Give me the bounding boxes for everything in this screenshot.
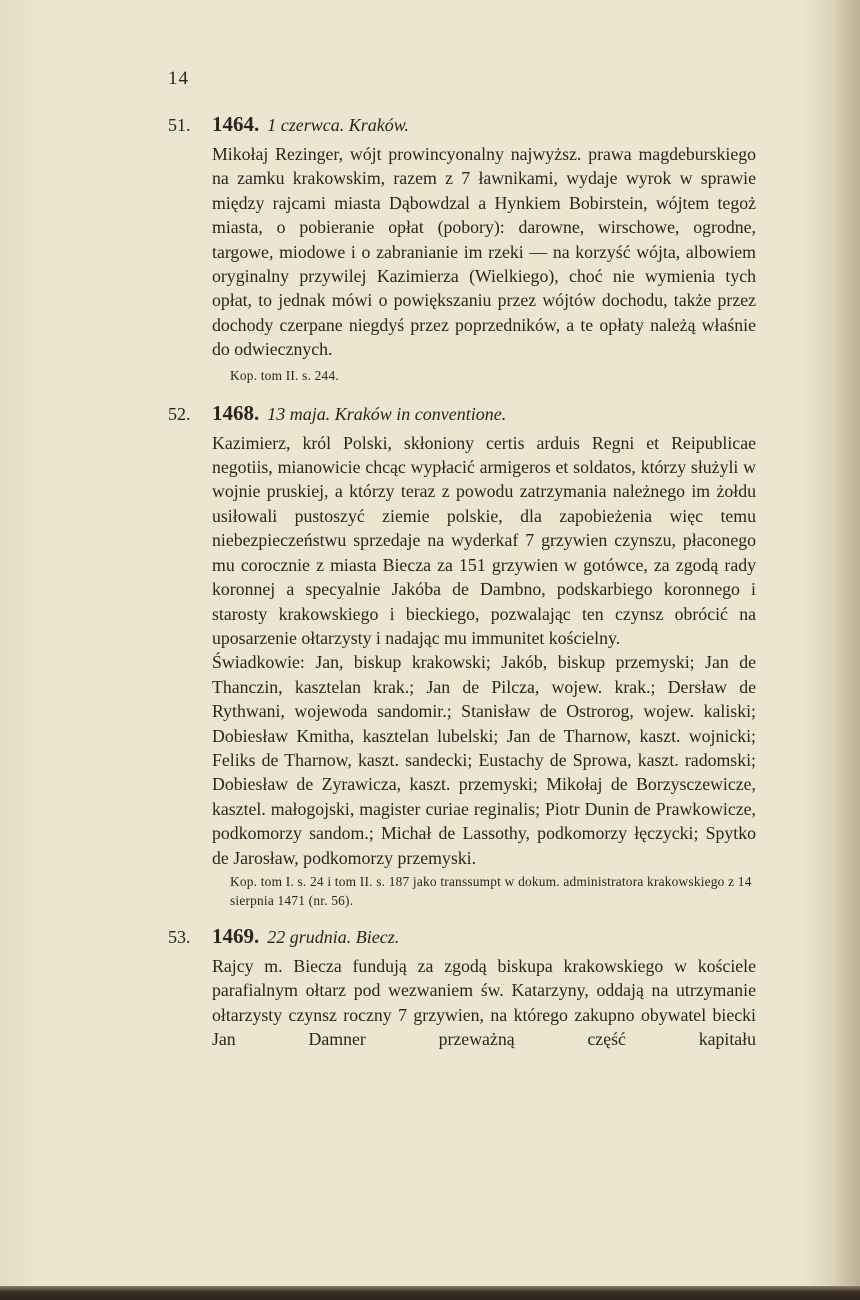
entry-heading xyxy=(168,112,756,142)
entry-date: 13 maja. Kraków in conventione. xyxy=(267,403,507,424)
entry-text: Kazimierz, król Polski, skłoniony certis arduis Regni et Reipublicae negotiis, mianowicie chcąc wypłacić armigeros et soldatos, którzy służyli w wojnie pruskiej, a którzy teraz z powodu zatrzymania należnego im żołdu usiłowali pustoszyć ziemie polskie, dla zapobieżenia więc temu niebezpieczeństwu sprzedaje na wyderkaf 7 grzywien czynszu, płaconego mu corocznie z miasta Biecza za 151 grzywien w gotówce, za zgodą rady koronnej a specyalnie Jakóba de Dambno, podskarbiego koronnego i starosty krakowskiego i bieckiego, pozwalając ten czynsz obrócić na uposarzenie ołtarzysty i nadając mu immunitet kościelny. xyxy=(212,432,756,648)
entry-date: 1 czerwca. Kraków. xyxy=(267,115,409,135)
entry-51 xyxy=(168,112,756,385)
entry-heading xyxy=(168,401,756,431)
entry-number: 53. xyxy=(168,926,191,947)
entry-year: 1469. xyxy=(212,923,260,948)
entry-date: 22 grudnia. Biecz. xyxy=(267,926,400,947)
entry-heading xyxy=(168,924,756,954)
entry-year: 1464. xyxy=(212,112,260,136)
entry-source: Kop. tom II. s. 244. xyxy=(230,367,339,383)
page-edge-shadow xyxy=(834,0,860,1286)
page-bottom-edge xyxy=(0,1286,860,1300)
entry-number: 51. xyxy=(168,115,191,135)
entry-witnesses: Świadkowie: Jan, biskup krakowski; Jakób, biskup przemyski; Jan de Thanczin, kasztelan krak.; Jan de Pilcza, wojew. krak.; Dersław de Rythwani, wojewoda sandomir.; Stanisław de Ostrorog, wojew. kaliski; Dobiesław Kmitha, kasztelan lubelski; Jan de Tharnow, kaszt. wojnicki; Feliks de Tharnow, kaszt. sandecki; Eustachy de Sprowa, kaszt. radomski; Dobiesław de Zyrawicza, kaszt. przemyski; Mikołaj de Borzysczewicze, kasztel. małogojski, magister curiae reginalis; Piotr Dunin de Prawkowicze, podkomorzy sandom.; Michał de Lassothy, podkomorzy łęczycki; Spytko de Jarosław, podkomorzy przemyski. xyxy=(212,652,756,868)
entry-source: Kop. tom I. s. 24 i tom II. s. 187 jako transsumpt w dokum. administratora krakowskiego z 14 sierpnia 1471 (nr. 56). xyxy=(230,873,752,908)
page-number: 14 xyxy=(168,68,189,89)
entry-53 xyxy=(168,924,756,1052)
entry-52 xyxy=(168,401,756,910)
entry-number: 52. xyxy=(168,403,191,424)
entry-text: Rajcy m. Biecza fundują za zgodą biskupa krakowskiego w kościele parafialnym ołtarz pod wezwaniem św. Katarzyny, oddają na utrzymanie ołtarzysty czynsz roczny 7 grzywien, na którego zakupno obywatel biecki Jan Damner przeważną część kapitału xyxy=(212,955,756,1050)
entry-year: 1468. xyxy=(212,400,260,425)
document-body xyxy=(168,112,756,1052)
entry-text: Mikołaj Rezinger, wójt prowincyonalny najwyższ. prawa magdeburskiego na zamku krakowskim, razem z 7 ławnikami, wydaje wyrok w sprawie między rajcami miasta Dąbowdzal a Hynkiem Bobirstein, wójtem tegoż miasta, o pobieranie opłat (pobory): darowne, wirschowe, ogrodne, targowe, miodowe i o zabranianie im rzeki — na korzyść wójta, albowiem oryginalny przywilej Kazimierza (Wielkiego), choć nie wymienia tych opłat, to jednak mówi o powiększaniu przez wójtów dochodu, także przez dochody czerpane niegdyś przez poprzedników, a te opłaty należą właśnie do odwiecznych. xyxy=(212,144,756,360)
